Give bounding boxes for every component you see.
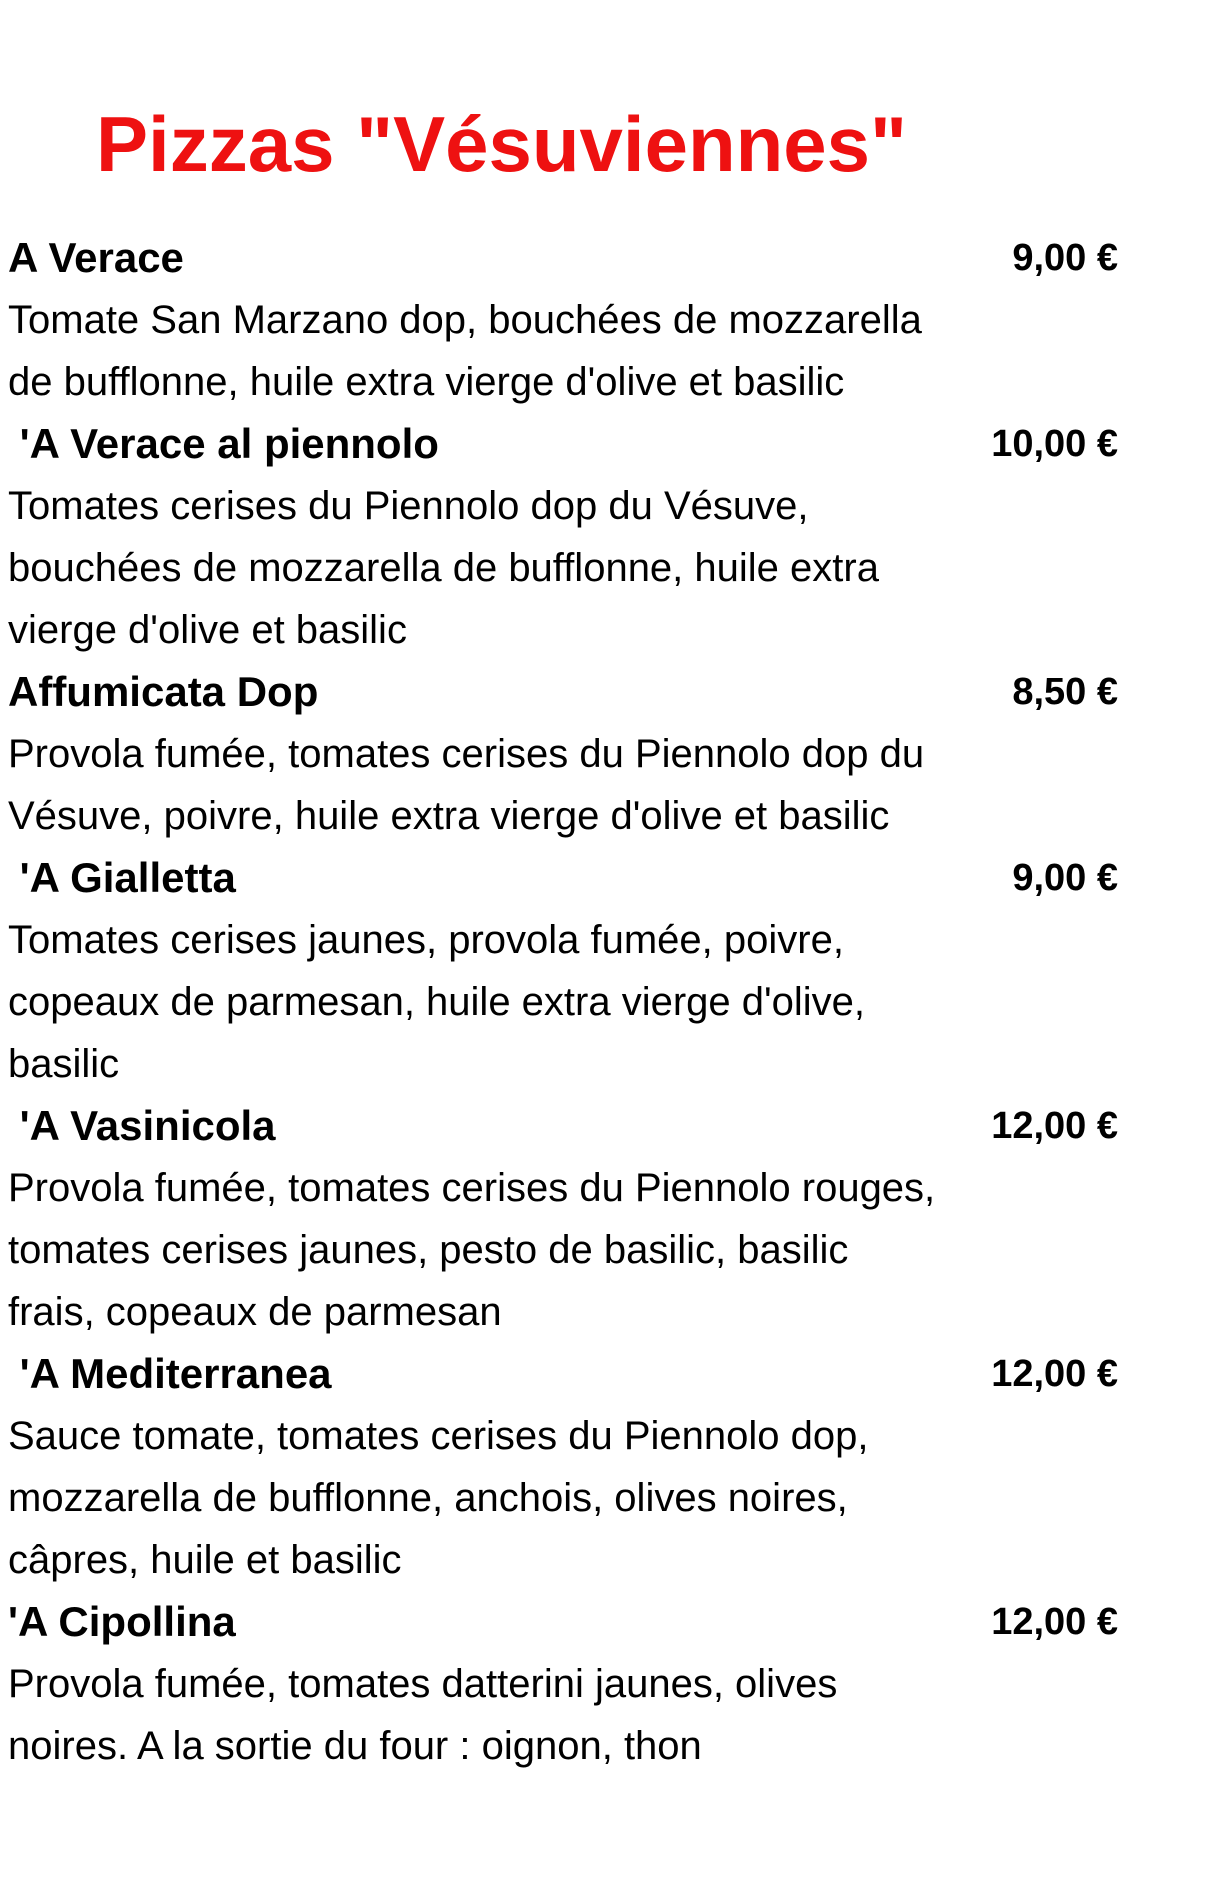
menu-item <box>8 661 1118 847</box>
menu-item <box>8 413 1118 661</box>
pizza-price: 9,00 € <box>1012 857 1118 899</box>
pizza-description: Tomate San Marzano dop, bouchées de mozzarella de bufflonne, huile extra vierge d'olive et basilic <box>8 298 922 404</box>
pizza-name: 'A Gialletta <box>8 854 236 901</box>
pizza-description: Tomates cerises du Piennolo dop du Vésuve, bouchées de mozzarella de bufflonne, huile extra vierge d'olive et basilic <box>8 484 879 652</box>
menu-item <box>8 227 1118 413</box>
pizza-price: 10,00 € <box>991 423 1118 465</box>
pizza-name: 'A Verace al piennolo <box>8 420 439 467</box>
menu-item-header <box>8 227 1118 289</box>
menu-item-header <box>8 1343 1118 1405</box>
pizza-name: 'A Mediterranea <box>8 1350 332 1397</box>
menu-item <box>8 1343 1118 1591</box>
menu-item-header <box>8 413 1118 475</box>
pizza-menu <box>8 227 1118 1777</box>
pizza-description: Provola fumée, tomates cerises du Piennolo rouges, tomates cerises jaunes, pesto de basilic, basilic frais, copeaux de parmesan <box>8 1166 936 1334</box>
pizza-description: Tomates cerises jaunes, provola fumée, poivre, copeaux de parmesan, huile extra vierge d'olive, basilic <box>8 918 866 1086</box>
menu-item <box>8 1095 1118 1343</box>
pizza-name: 'A Vasinicola <box>8 1102 276 1149</box>
menu-item-header <box>8 1591 1118 1653</box>
pizza-name: Affumicata Dop <box>8 668 319 715</box>
pizza-price: 12,00 € <box>991 1105 1118 1147</box>
pizza-price: 9,00 € <box>1012 237 1118 279</box>
pizza-description: Provola fumée, tomates cerises du Piennolo dop du Vésuve, poivre, huile extra vierge d'olive et basilic <box>8 732 925 838</box>
pizza-description: Sauce tomate, tomates cerises du Piennolo dop, mozzarella de bufflonne, anchois, olives noires, câpres, huile et basilic <box>8 1414 869 1582</box>
pizza-price: 12,00 € <box>991 1601 1118 1643</box>
menu-item-header <box>8 661 1118 723</box>
menu-item <box>8 1591 1118 1777</box>
menu-item-header <box>8 1095 1118 1157</box>
pizza-name: 'A Cipollina <box>8 1598 236 1645</box>
pizza-name: A Verace <box>8 234 184 281</box>
pizza-price: 8,50 € <box>1012 671 1118 713</box>
menu-item <box>8 847 1118 1095</box>
page-title: Pizzas "Vésuviennes" <box>96 100 908 188</box>
menu-item-header <box>8 847 1118 909</box>
pizza-price: 12,00 € <box>991 1353 1118 1395</box>
pizza-description: Provola fumée, tomates datterini jaunes, olives noires. A la sortie du four : oignon, thon <box>8 1662 838 1768</box>
